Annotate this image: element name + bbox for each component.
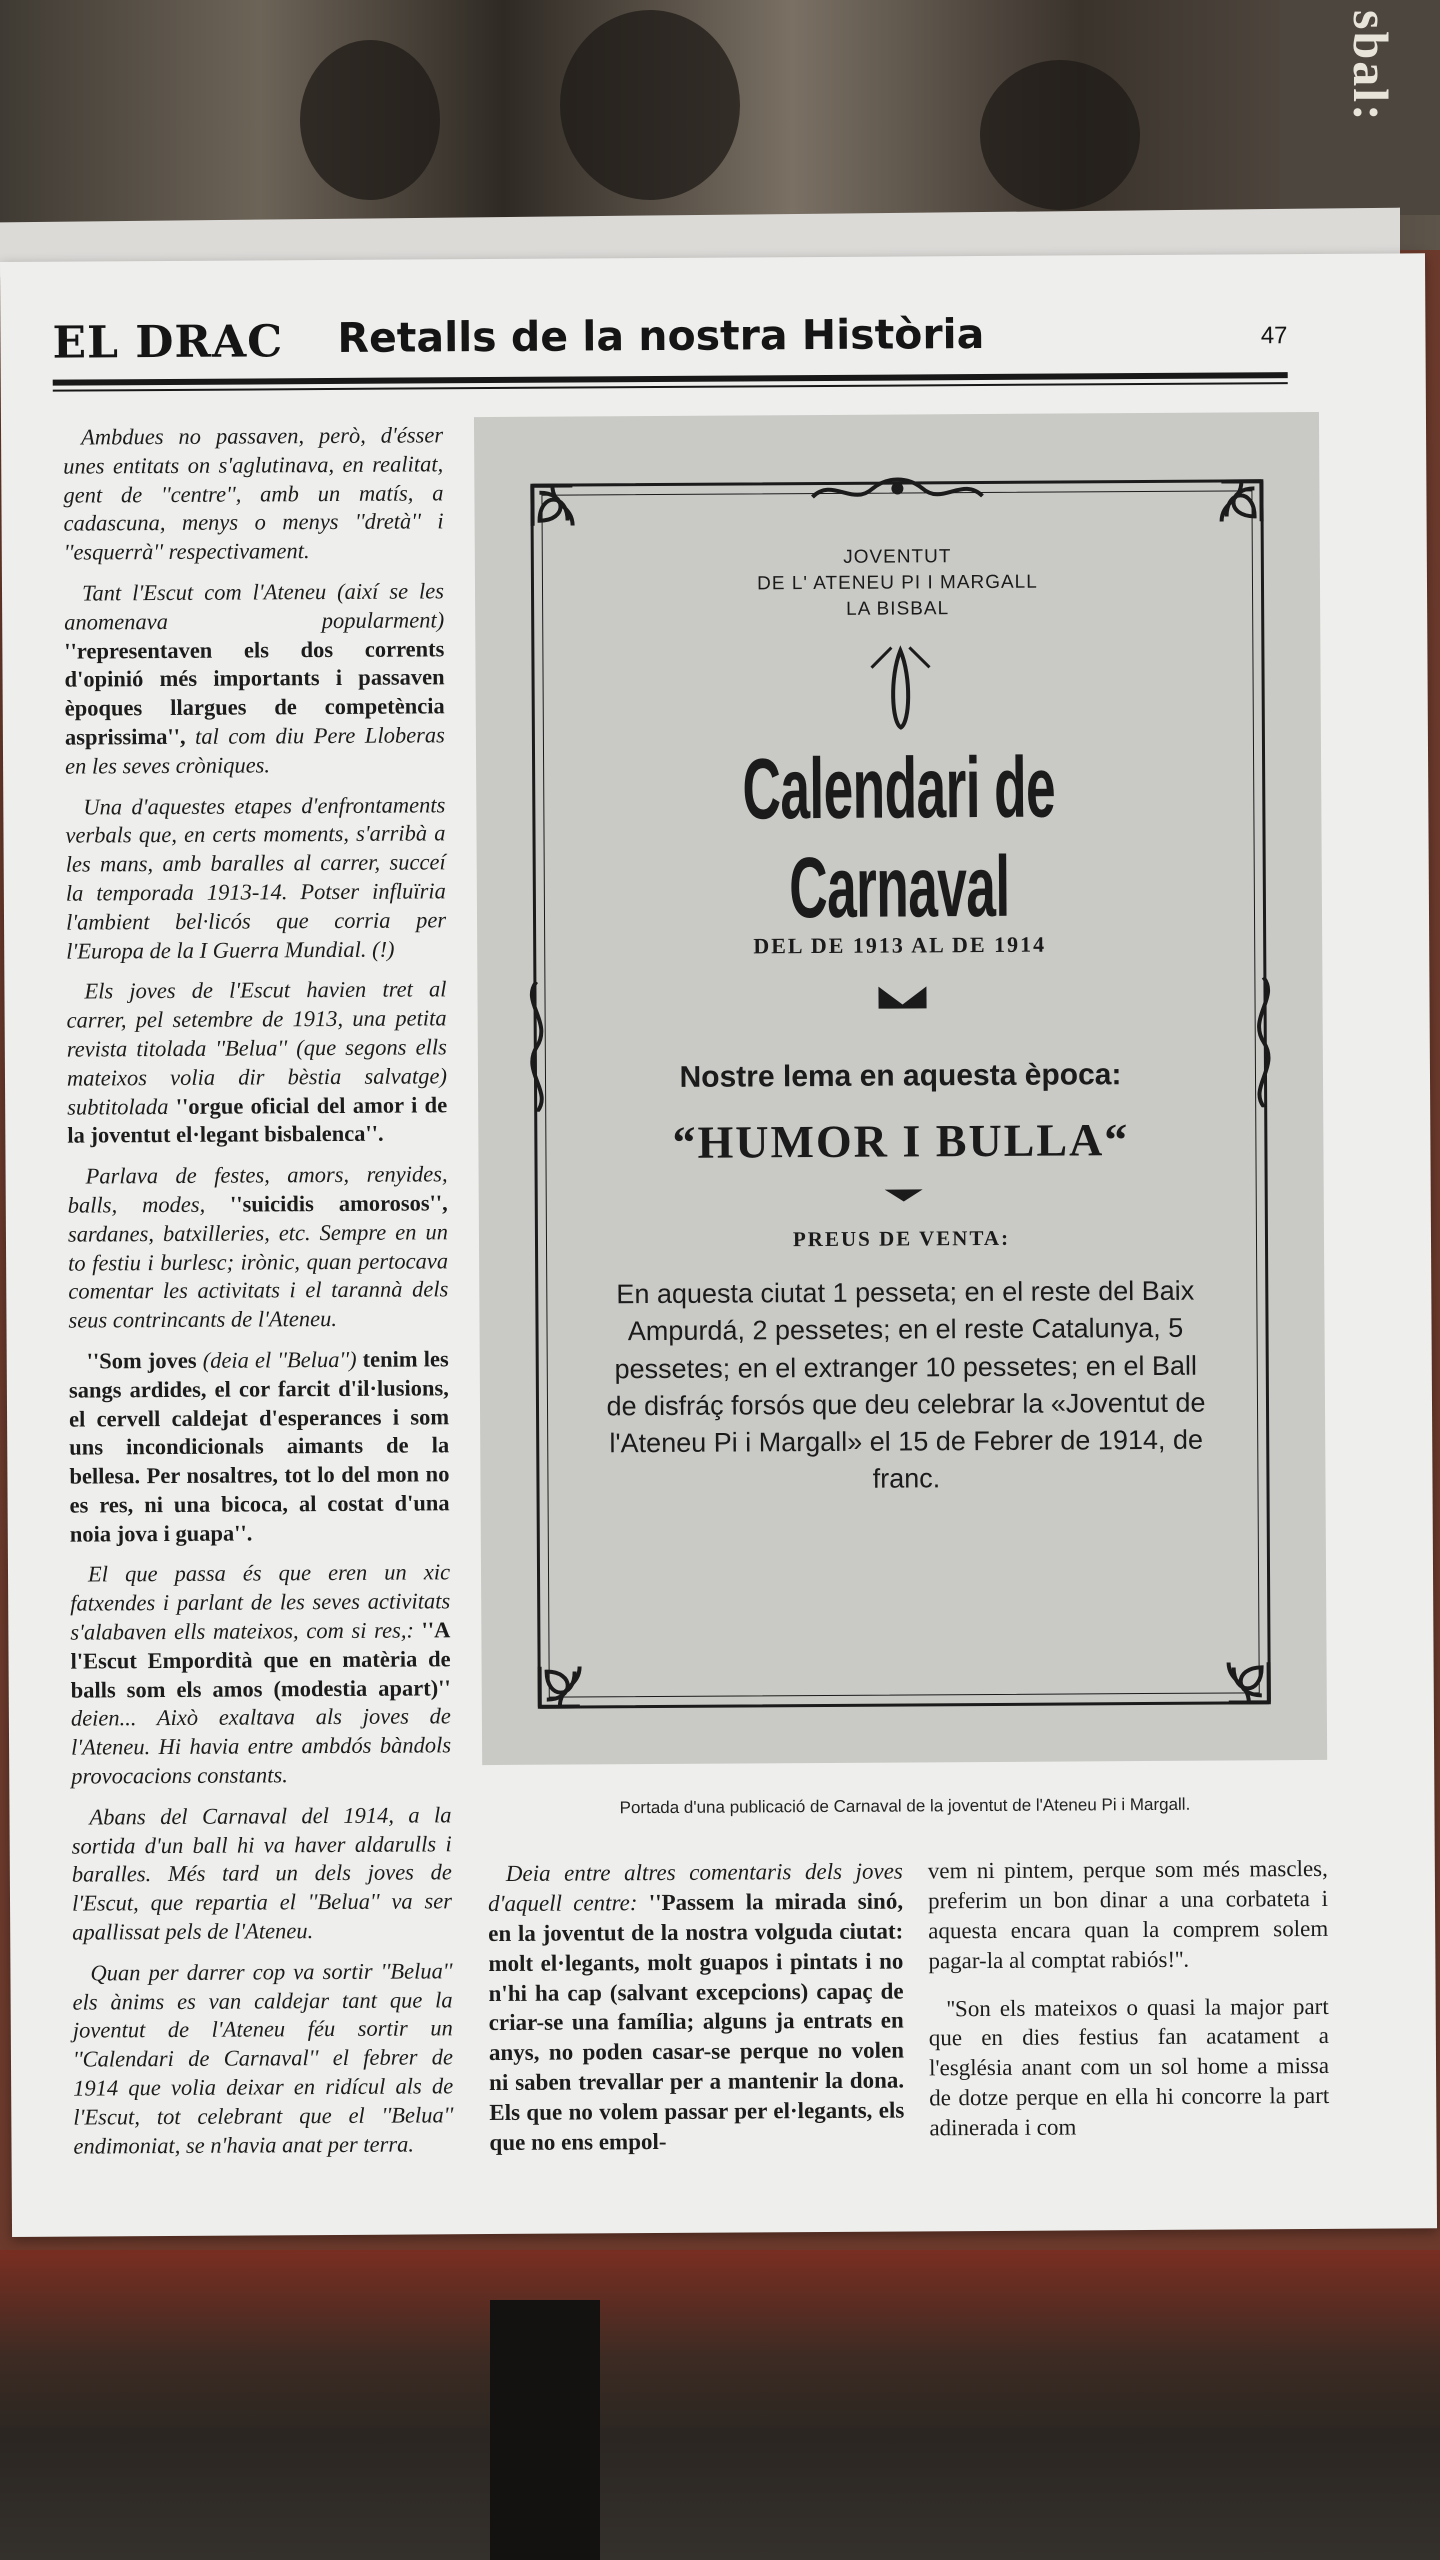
middle-text-column [488, 1857, 905, 2176]
corner-knot-icon [1203, 1637, 1273, 1707]
right-text-column [928, 1854, 1330, 2161]
corner-knot-icon [1196, 476, 1266, 546]
text-segment: Una d'aquestes etapes d'enfrontaments verbals que, en certs moments, s'arribà a les mans, amb baralles al carrer, succeí la temporada 1913-14. Potser influïria l'ambient bel·licós que corria per l'Europa de la I Guerra Mundial. (!) [65, 791, 447, 964]
text-segment: Els joves de l'Escut havien tret al carrer, pel setembre de 1913, una petita revista titolada ''Belua'' (que segons ells mateixos volia dir bèstia salvatge) subtitolada [66, 976, 448, 1120]
ornamental-frame [530, 479, 1270, 1708]
text-segment: ''Passem la mirada sinó, en la joventut de la nostra volguda ciutat: molt el·legants, molt guapos i pintats i no n'hi ha cap (salvant excepcions) capaç de criar-se una família; alguns ja entrats en anys, no poden casar-se perque no volen ni saben trevallar per a mantenir la dona. Els que no volem passar per el·legants, els que no ens empol- [488, 1888, 905, 2156]
calendar-title: Calendari de Carnaval [742, 739, 1056, 937]
text-segment: tenim les sangs ardides, el cor farcit d'il·lusions, el cervell caldejat d'esperances i som uns incondicionals aimants de la bellesa. Per nosaltres, tot lo del mon no es res, ni una bicoca, al costat d'una noia jova i guapa''. [68, 1346, 450, 1547]
page-header [52, 302, 1287, 380]
text-segment: ''A l'Escut Empordità que en matèria de balls som els amos (modestia apart)'' [70, 1617, 451, 1703]
floor-post [490, 2300, 600, 2560]
photo-figure [560, 10, 740, 200]
left-paragraph [70, 1559, 451, 1792]
text-segment: ''Som joves [86, 1347, 197, 1374]
text-segment: ''representaven els dos corrents d'opinió més importants i passaven èpoques llargues de competència asprissima'', [64, 635, 445, 750]
envelope-ornament-icon [876, 984, 928, 1010]
background-page-title: sbal: [1343, 10, 1399, 123]
text-segment: Deia entre altres comentaris dels joves d'aquell centre: [487, 1858, 903, 1916]
middle-paragraph [488, 1857, 905, 2158]
org-line-1: JOVENTUT [843, 546, 952, 568]
text-segment: tal com diu Pere Lloberas en les seves cròniques. [65, 722, 445, 779]
org-line-2: DE L' ATENEU PI I MARGALL [757, 571, 1038, 595]
text-segment: sardanes, batxilleries, etc. Sempre en un to festiu i burlesc; irònic, quan pertocava comentar les activitats i el tarannà dels seus contrincants de l'Ateneu. [67, 1219, 449, 1333]
left-paragraph [71, 1801, 452, 1947]
left-paragraph [66, 976, 447, 1151]
figure-image [474, 412, 1327, 1765]
figure-caption: Portada d'una publicació de Carnaval de la joventut de l'Ateneu Pi i Margall. [619, 1794, 1191, 1818]
corner-knot-icon [534, 1641, 604, 1711]
corner-knot-icon [527, 480, 597, 550]
left-text-column [63, 421, 454, 2173]
text-segment: Abans del Carnaval del 1914, a la sortida d'un ball hi va haver aldarulls i baralles. Més tard un dels joves de l'Escut, que repartia el ''Belua'' va ser apallissat pels de l'Ateneu. [71, 1802, 453, 1945]
org-line-3: LA BISBAL [846, 598, 950, 620]
top-scroll-ornament-icon [807, 476, 987, 507]
page-number: 47 [1260, 322, 1288, 350]
flourish-icon [869, 642, 932, 732]
text-segment: El que passa és que eren un xic fatxendes i parlant de les seves activitats s'alabaven ells mateixos, com si res,: [70, 1559, 451, 1645]
calendar-period: DEL DE 1913 AL DE 1914 [753, 931, 1047, 959]
text-segment: Ambdues no passaven, però, d'ésser unes entitats on s'aglutinava, en realitat, gent de ''centre'', amb un matís, a cadascuna, menys o menys ''dretà'' i ''esquerrà'' respectivament. [63, 422, 444, 565]
text-segment: (deia el ''Belua'') [196, 1346, 363, 1373]
text-segment: ''suicidis amorosos'', [230, 1190, 448, 1217]
text-segment: Quan per darrer cop va sortir ''Belua'' els ànims es van caldejar tant que la joventut de l'Ateneu féu sortir un ''Calendari de Carnaval'' el febrer de 1914 que volia deixar en ridícul als de l'Escut, tot celebrant que el ''Belua'' endimoniat, se n'havia anat per terra. [72, 1958, 454, 2159]
text-segment: deien... Això exaltava als joves de l'Ateneu. Hi havia entre ambdós bàndols provocacions constants. [70, 1703, 452, 1789]
text-segment: Tant l'Escut com l'Ateneu (així se les anomenava popularment) [64, 578, 445, 635]
photo-figure [300, 40, 440, 200]
right-paragraph-2: ''Son els mateixos o quasi la major part que en dies festius fan acatament a l'església anant com un sol home a missa de dotze perque en ella hi concorre la part adinerada i com [928, 1993, 1330, 2141]
text-segment: Parlava de festes, amors, renyides, balls, modes, [67, 1161, 448, 1218]
section-title: Retalls de la nostra Història [337, 309, 985, 362]
left-paragraph [63, 421, 444, 567]
left-paragraph [65, 791, 446, 966]
magazine-page [0, 253, 1437, 2237]
left-paragraph [64, 577, 445, 781]
prices-label: PREUS DE VENTA: [792, 1225, 1011, 1252]
left-paragraph [72, 1957, 453, 2161]
prices-text: En aquesta ciutat 1 pesseta; en el reste del Baix Ampurdá, 2 pessetes; en el reste Catalunya, 5 pessetes; en el extranger 10 pessetes; en el Ball de disfráç forsós que deu celebrar la «Joventut de l'Ateneu Pi i Margall» el 15 de Febrer de 1914, de franc. [606, 1275, 1206, 1494]
text-segment: ''orgue oficial del amor i de la joventut el·legant bisbalenca''. [67, 1091, 448, 1148]
floor-background [0, 2250, 1440, 2560]
right-paragraph-1: vem ni pintem, perque som més mascles, preferim un bon dinar a una corbateta i aquesta encara quan la comprem solem pagar-la al comptat rabiós!''. [927, 1855, 1329, 1974]
lema-text: “HUMOR I BULLA“ [672, 1114, 1130, 1168]
left-paragraph [68, 1160, 449, 1335]
arrow-down-ornament-icon [883, 1187, 925, 1203]
photo-margin [1280, 0, 1440, 215]
magazine-logo: EL DRAC [52, 316, 284, 369]
photo-figure [980, 60, 1140, 210]
lema-label: Nostre lema en aquesta època: [679, 1058, 1122, 1094]
left-paragraph [69, 1345, 450, 1549]
